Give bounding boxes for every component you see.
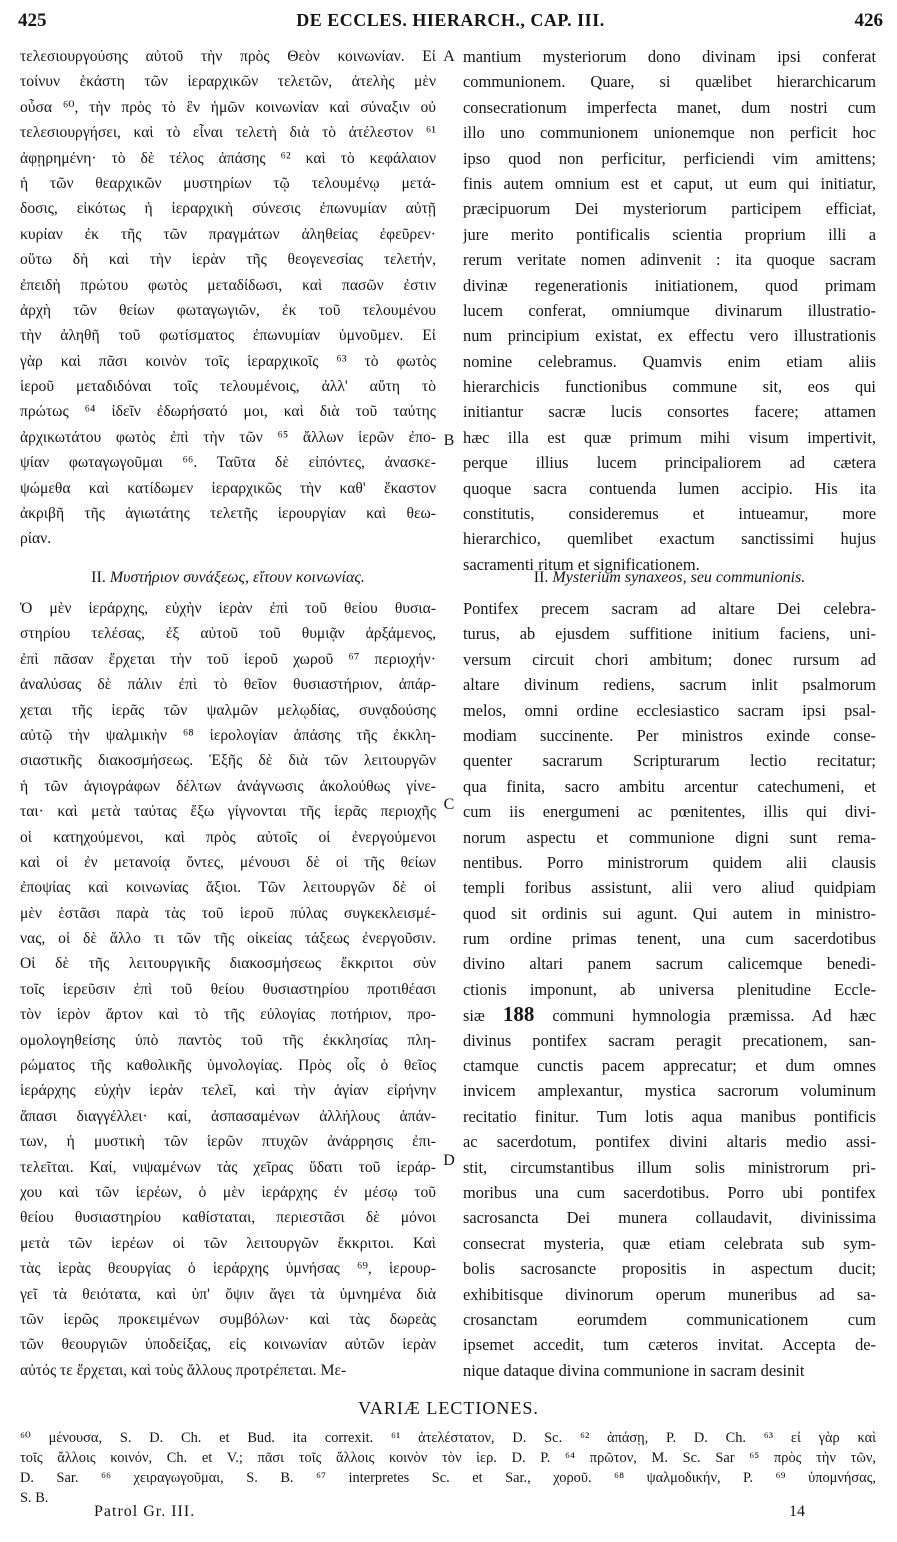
latin-text-line: nique dataque divina communione in sacram desinit xyxy=(463,1360,805,1380)
greek-body-column xyxy=(20,596,436,1383)
greek-text-line: ἐπὶ πᾶσαν ἔρχεται τὴν τοῦ ἱεροῦ χωροῦ ⁶⁷ περιοχήν· xyxy=(20,650,436,668)
greek-text-line: ἀρχικωτάτου φωτὸς ἐπὶ τὴν τῶν ⁶⁵ ἄλλων ἱερῶν ἐπο- xyxy=(20,428,436,446)
latin-text-line: sacrosancta Dei munera collaudavit, divinissima xyxy=(463,1208,876,1228)
greek-text-line: τὸν ἱερὸν ἄρτον καὶ τὸ τῆς εὐλογίας ποτήριον, προ- xyxy=(20,1006,436,1024)
latin-text-line: divino altari panem sacrum calicemque benedi- xyxy=(463,954,876,974)
latin-text-line: bolis sacrosancte propositis in aspectum ducit; xyxy=(463,1259,876,1279)
greek-text-line: ἀφῃρημένη· τὸ δὲ τέλος ἁπάσης ⁶² καὶ τὸ κεφάλαιον xyxy=(20,149,436,167)
greek-text-line: στηρίου τελέσας, ἐξ αὐτοῦ τοῦ θυμιᾷν ἀρξάμενος, xyxy=(20,625,436,643)
greek-text-line: ἀκριβῆ τῆς ἁγιωτάτης τελετῆς ἱερουργίαν καὶ θεω- xyxy=(20,505,436,523)
latin-text-line: versum circuit chori ambitum; donec rursum ad xyxy=(463,649,876,669)
latin-text-line: nentibus. Porro ministrorum quidem alii clausis xyxy=(463,852,876,872)
running-title: DE ECCLES. HIERARCH., CAP. III. xyxy=(296,10,605,30)
latin-text-line: sacramenti ritum et significationem. xyxy=(463,554,700,574)
latin-intro-column xyxy=(463,44,876,577)
margin-letter-b: B xyxy=(443,432,455,449)
latin-text-line: ctamque cunctis pacem apprecatur; et dum omnes xyxy=(463,1056,876,1076)
greek-text-line: των, ἡ μυστικὴ τῶν ἱερῶν πτυχῶν ἀνάρρησις ἐπι- xyxy=(20,1133,436,1151)
greek-text-line: ἡ τῶν ἁγιογράφων δέλτων ἀνάγνωσις ἀκολούθως γίνε- xyxy=(20,777,436,795)
greek-text-line: γεῖ τὰ θειότατα, καὶ ὑπ' ὄψιν ἄγει τὰ ὑμνημένα διὰ xyxy=(20,1285,436,1303)
greek-text-line: τελεσιουργούσης αὐτοῦ τὴν πρὸς Θεὸν κοινωνίαν. Εἰ xyxy=(20,48,436,65)
greek-section-number: II. xyxy=(91,569,106,586)
latin-text-line: initiantur sacræ lucis consortes facere; attamen xyxy=(463,402,876,422)
greek-text-line: ἐποψίας καὶ κοινωνίας ἄξιοι. Τῶν λειτουργῶν δὲ οἱ xyxy=(20,879,436,897)
variant-reading-line: D. Sar. ⁶⁶ χειραγωγοῦμαι, S. B. ⁶⁷ interpretes Sc. et Sar., χοροῦ. ⁶⁸ ψαλμοδικήν, P. ⁶⁹ ὑπομνήσας, xyxy=(20,1470,876,1486)
latin-section-title xyxy=(463,565,876,591)
greek-text-line: θείου θυσιαστηρίου καθίσταται, περιεστᾶσι δὲ μόνοι xyxy=(20,1209,436,1227)
greek-text-line: σιαστικῆς διακοσμήσεως. Ἑξῆς δὲ διὰ τῶν λειτουργῶν xyxy=(20,752,436,770)
latin-text-line: num principium existat, ex effectu vero illustrationis xyxy=(463,326,876,346)
page-footer xyxy=(18,1503,883,1527)
greek-text-line: ψώμεθα καὶ κατίδωμεν ἱεραρχικῶς τὴν καθ' ἕκαστον xyxy=(20,479,436,497)
latin-section-number: II. xyxy=(533,569,549,586)
latin-text-line: consecrat mysteria, quæ etiam celebrata sub sym- xyxy=(463,1233,876,1253)
greek-text-line: ἀρχὴ τῶν θείων φωταγωγιῶν, ἐκ τοῦ τελουμένου xyxy=(20,301,436,319)
notes-title: VARIÆ LECTIONES. xyxy=(358,1398,539,1418)
latin-text-line: mantium mysteriorum dono divinam ipsi conferat xyxy=(463,47,876,66)
margin-letter-d: D xyxy=(443,1152,455,1169)
greek-text-line: μὲν ἑστᾶσι παρὰ τὰς τοῦ ἱεροῦ πύλας συγκεκλεισμέ- xyxy=(20,904,436,922)
latin-line-rest: communi hymnologia præmissa. Ad hæc xyxy=(534,1006,876,1026)
latin-text-line: jure merito pontificalis scientia proprium illi a xyxy=(463,224,876,244)
latin-text-line: modiam succinente. Per ministros exinde conse- xyxy=(463,725,876,745)
latin-text-line: hæc illa est quæ primum mihi visum impertivit, xyxy=(463,427,876,447)
greek-text-line: καὶ οἱ ἐν μετανοίᾳ ὄντες, μένουσι δὲ οἱ τῆς θείων xyxy=(20,853,436,871)
greek-intro-column xyxy=(20,44,436,552)
latin-text-line: divinæ regenerationis initiationem, quod primam xyxy=(463,275,876,295)
latin-text-line: stit, circumstantibus illum solis ministrorum pri- xyxy=(463,1157,876,1177)
margin-letter-c: C xyxy=(443,796,455,813)
greek-text-line: τελεῖται. Καί, νιψαμένων τὰς χεῖρας ὕδατι τοῦ ἱεράρ- xyxy=(20,1158,436,1176)
latin-text-line: recitatio finitur. Tum lotis aqua manibus pontificis xyxy=(463,1106,876,1126)
latin-text-line: quod sit ordinis sui agunt. Qui autem in ministro- xyxy=(463,903,876,923)
latin-text-line: moribus una cum sacerdotibus. Porro ubi pontifex xyxy=(463,1182,876,1202)
variant-readings xyxy=(20,1428,876,1508)
greek-section-title xyxy=(20,565,436,591)
greek-text-line: ἅπασι διαγγέλλει· καί, ἀσπασαμένων ἀλλήλους ἁπάν- xyxy=(20,1107,436,1125)
latin-text-line: præcipuorum Dei mysteriorum participem efficiat, xyxy=(463,199,876,219)
greek-text-line: τὰς ἱερὰς θεουργίας ὁ ἱεράρχης ὑμνήσας ⁶⁹, ἱερουρ- xyxy=(20,1260,436,1278)
greek-text-line: ἡ τῶν θεαρχικῶν μυστηρίων τῷ τελουμένῳ μετά- xyxy=(20,174,436,192)
greek-text-line: χεται τῆς ἱερᾶς τῶν ψαλμῶν μελῳδίας, συνᾳδούσης xyxy=(20,701,436,719)
latin-text-line: consecrationum imperfecta manet, dum nostri cum xyxy=(463,97,876,117)
greek-text-line: τοῖς ἱερεῦσιν ἐπὶ τοῦ θείου θυσιαστηρίου προτιθέασι xyxy=(20,980,436,998)
latin-text-line: constitutis, consideremus et intueamur, more xyxy=(463,504,876,524)
margin-letter-a: A xyxy=(443,48,455,65)
latin-text-line: melos, omni ordine ecclesiastico sacram ipsi psal- xyxy=(463,700,876,720)
latin-text-line: exhibitisque divinorum operum muneribus ad sa- xyxy=(463,1284,876,1304)
greek-text-line: ρίαν. xyxy=(20,530,52,548)
latin-text-line: hierarchicis functionibus commune sit, eos qui xyxy=(463,377,876,397)
latin-text-line: qua finita, sacro ambitu arcentur catechumeni, et xyxy=(463,776,876,796)
latin-text-line: quoque sacra contuenda lumen accipio. His ita xyxy=(463,478,876,498)
greek-text-line: οἱ κατηχούμενοι, καὶ πρὸς αὐτοῖς οἱ ἐνεργούμενοι xyxy=(20,828,436,846)
latin-text-line: finis autem omnium est et caput, ut eum qui initiatur, xyxy=(463,173,876,193)
latin-text-line: illo uno communionem unionemque non perficit hoc xyxy=(463,123,876,143)
greek-text-line: χου καὶ τῶν ἱερέων, ὁ μὲν ἱεράρχης ἐν μέσῳ τοῦ xyxy=(20,1183,436,1201)
greek-text-line: ἐπειδὴ πρώτου φωτὸς μεταδίδωσι, καὶ πασῶν ἐστιν xyxy=(20,276,436,294)
latin-text-line xyxy=(463,1002,876,1027)
greek-text-line: τοίνυν ἑκάστη τῶν ἱεραρχικῶν τελετῶν, ἀτελὴς μὲν xyxy=(20,73,436,91)
greek-text-line: ἱεροῦ μεταδιδόναι τοῖς τελουμένοις, ἀλλ' αὕτη τὸ xyxy=(20,378,436,396)
greek-text-line: τῶν ἱερῶς προκειμένων συμβόλων· καὶ τὰς δωρεὰς xyxy=(20,1310,436,1328)
greek-text-line: δοσις, εἰκότως ἡ ἱεραρχικὴ σύνεσις ἐπωνυμίαν αὐτῇ xyxy=(20,200,436,218)
running-header xyxy=(18,10,883,38)
greek-text-line: ται· καὶ μετὰ ταύτας ἔξω γίγνονται τῆς ἱερᾶς περιοχῆς xyxy=(20,803,436,821)
latin-line-prefix: siæ xyxy=(463,1006,503,1026)
latin-text-line: communionem. Quare, si quælibet hierarchicarum xyxy=(463,72,876,92)
greek-text-line: μετὰ τῶν ἱερέων οἱ τῶν λειτουργῶν ἔκκριτοι. Καὶ xyxy=(20,1234,436,1252)
latin-text-line: altare divinum rediens, sacrum inlit psalmorum xyxy=(463,675,876,695)
latin-text-line: divinus pontifex sacram peragit precationem, san- xyxy=(463,1030,876,1050)
latin-text-line: quenter sacrarum Scripturarum lectio recitatur; xyxy=(463,751,876,771)
latin-text-line: lucem conferat, omniumque divinarum illustratio- xyxy=(463,300,876,320)
variant-reading-line: ⁶⁰ μένουσα, S. D. Ch. et Bud. ita correxit. ⁶¹ ἀτελέστατον, D. Sc. ⁶² ἁπάσῃ, P. D. Ch. ⁶³ εἰ γὰρ καὶ xyxy=(20,1430,876,1446)
greek-text-line: Ὁ μὲν ἱεράρχης, εὐχὴν ἱερὰν ἐπὶ τοῦ θείου θυσια- xyxy=(20,600,436,617)
latin-text-line: ipsemet accedit, tum cæteros invitat. Accepta de- xyxy=(463,1335,876,1355)
latin-text-line: cum iis energumeni ac pœnitentes, illis qui divi- xyxy=(463,802,876,822)
greek-text-line: ἀναλύσας δὲ πάλιν ἐπὶ τὸ θεῖον θυσιαστήριον, ἀπάρ- xyxy=(20,676,436,694)
latin-text-line: ctionis imponunt, ab universa plenitudine Eccle- xyxy=(463,979,876,999)
greek-text-line: αὐτῷ τὴν ψαλμικὴν ⁶⁸ ἱερολογίαν ἁπάσης τῆς ἐκκλη- xyxy=(20,726,436,744)
greek-text-line: γὰρ καὶ πᾶσι κοινὸν τοῖς ἱεραρχικοῖς ⁶³ τὸ φωτὸς xyxy=(20,352,436,370)
latin-text-line: ipso quod non perficitur, perficiendi vim amittens; xyxy=(463,148,876,168)
greek-section-heading: Μυστήριον συνάξεως, εἴτουν κοινωνίας. xyxy=(109,569,365,586)
latin-text-line: perque illius lucem principaliorem ad cætera xyxy=(463,453,876,473)
greek-text-line: ψίαν φωταγωγοῦμαι ⁶⁶. Ταῦτα δὲ εἰπόντες, ἀνασκε- xyxy=(20,454,436,472)
column-number: 188 xyxy=(502,1002,535,1027)
latin-text-line: nomine celebramus. Quamvis enim etiam aliis xyxy=(463,351,876,371)
greek-text-line: οὕτω δὴ καὶ τὴν ἱερὰν τῆς θεογενεσίας τελετήν, xyxy=(20,251,436,269)
latin-text-line: hierarchico, quemlibet exactum sanctissimi hujus xyxy=(463,529,876,549)
greek-text-line: ρώματος τῆς καθολικῆς ὑμνολογίας. Πρὸς οἷς ὁ θεῖος xyxy=(20,1057,436,1075)
greek-text-line: τὴν ἀληθῆ τοῦ φωτίσματος ἐπωνυμίαν ὑμνοῦμεν. Εἰ xyxy=(20,327,436,345)
latin-text-line: turus, ab ejusdem suffitione initium faciens, uni- xyxy=(463,624,876,644)
latin-text-line: crosanctam eorumdem communicationem cum xyxy=(463,1309,876,1329)
greek-text-line: τῶν θεουργιῶν ὑποδείξας, εἰς κοινωνίαν αὐτῶν ἱερὰν xyxy=(20,1336,436,1354)
latin-text-line: ac sacerdotum, pontifex divini altaris medio assi- xyxy=(463,1132,876,1152)
variant-reading-line: S. B. xyxy=(20,1490,49,1506)
variant-reading-line: τοῖς ἄλλοις κοινόν, Ch. et V.; πᾶσι τοῖς ἄλλοις κοινὸν τὸν ἱερ. D. P. ⁶⁴ πρῶτον, M. Sc. Sar ⁶⁵ πρὸς τὴν τῶν, xyxy=(20,1450,876,1466)
latin-text-line: Pontifex precem sacram ad altare Dei celebra- xyxy=(463,599,876,618)
latin-text-line: rum ordine primas tenent, una cum sacerdotibus xyxy=(463,929,876,949)
right-page-number: 426 xyxy=(854,10,883,31)
left-page-number: 425 xyxy=(18,10,47,31)
greek-text-line: τελεσιουργήσει, καὶ τὸ εἶναι τελετὴ διὰ τὸ ἀτέλεστον ⁶¹ xyxy=(20,124,436,142)
greek-text-line: Οἱ δὲ τῆς λειτουργικῆς διακοσμήσεως ἔκκριτοι σὺν xyxy=(20,955,436,973)
greek-text-line: ἱεράρχης εὐχὴν ἱερὰν τελεῖ, καὶ τὴν ἁγίαν εἰρήνην xyxy=(20,1082,436,1100)
latin-text-line: rerum veritate nomen adinvenit : ita quoque sacram xyxy=(463,250,876,270)
greek-text-line: οὖσα ⁶⁰, τὴν πρὸς τὸ ἓν ἡμῶν κοινωνίαν καὶ σύναξιν οὐ xyxy=(20,98,436,116)
latin-text-line: norum aspectu et communione digni sunt rema- xyxy=(463,827,876,847)
greek-text-line: κυρίαν ἐκ τῆς τῶν πραγμάτων ἀληθείας ἐφεῦρεν· xyxy=(20,225,436,243)
latin-body-column xyxy=(463,596,876,1383)
latin-text-line: templi foribus assistunt, alii vero aliud quidpiam xyxy=(463,878,876,898)
latin-section-heading: Mysterium synaxeos, seu communionis. xyxy=(552,569,806,586)
greek-text-line: νας, οἱ δὲ ἄλλο τι τῶν τῆς οἰκείας τάξεως ἐνεργοῦσιν. xyxy=(20,930,436,948)
greek-text-line: ομολογηθείσης ὑπὸ παντὸς τοῦ τῆς ἐκκλησίας πλη- xyxy=(20,1031,436,1049)
footer-sheet-number: 14 xyxy=(789,1503,805,1520)
greek-text-line: αὐτός τε ἔρχεται, καὶ τοὺς ἄλλους προτρέπεται. Με- xyxy=(20,1361,347,1379)
footer-signature: Patrol Gr. III. xyxy=(94,1503,196,1520)
latin-text-line: invicem amplexantur, mystica sacrorum voluminum xyxy=(463,1081,876,1101)
greek-text-line: πρώτως ⁶⁴ ἰδεῖν ἐδωρήσατό μοι, καὶ διὰ τοῦ ταύτης xyxy=(20,403,436,421)
